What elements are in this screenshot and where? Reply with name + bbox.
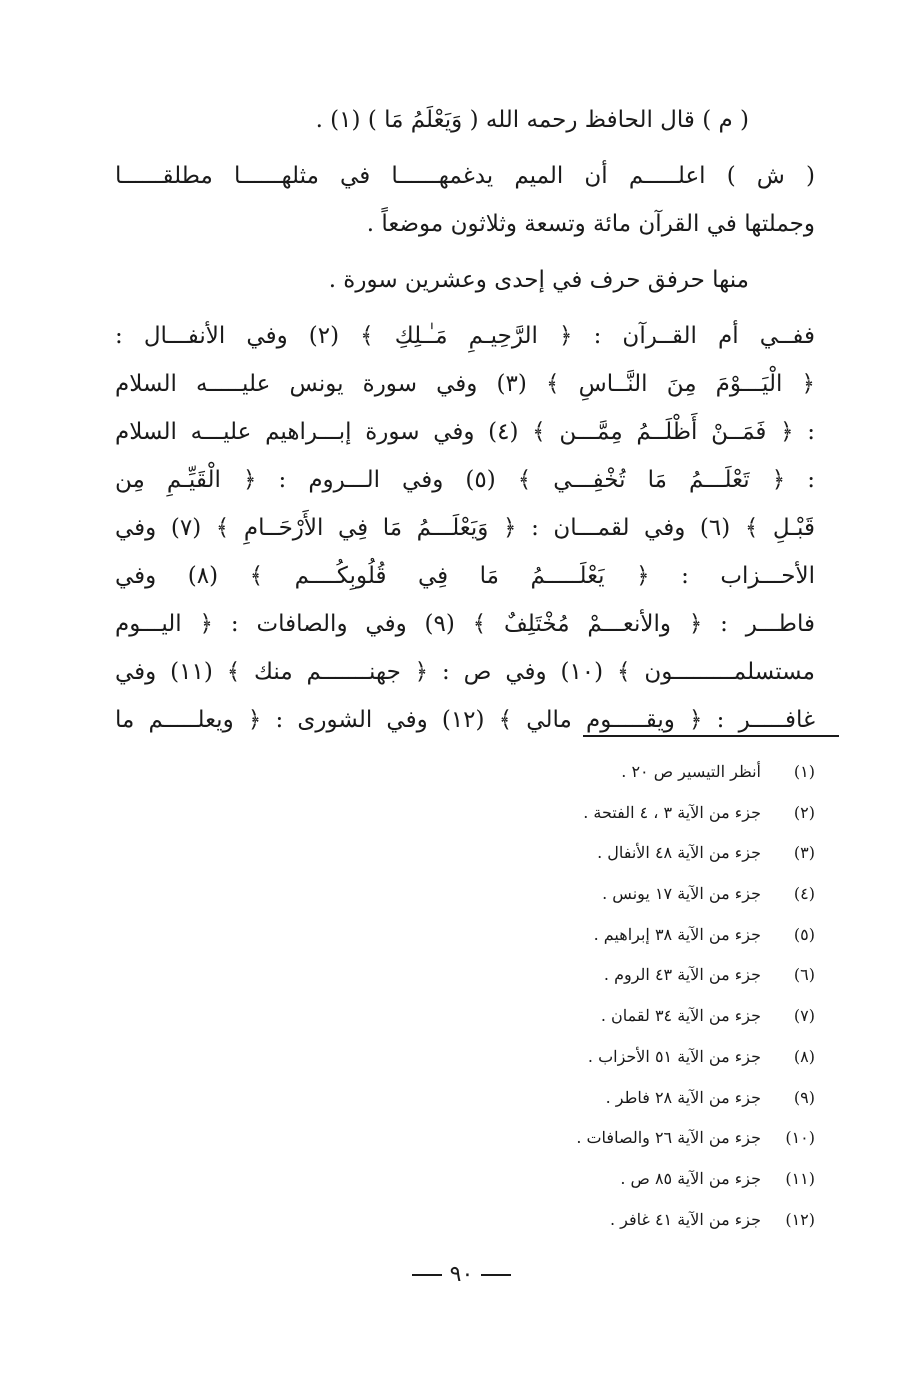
text-line: : ﴿ تَعْلَـــمُ مَا تُخْفِـــي ﴾ (٥) وفي الـــروم : ﴿ الْقَيِّـمِ مِن xyxy=(115,467,815,493)
footnote-text: جزء من الآية ٨٥ ص . xyxy=(620,1168,761,1188)
footnote-text: جزء من الآية ٤٨ الأنفال . xyxy=(597,843,761,863)
footnote-number: (١٠) xyxy=(785,1128,815,1148)
footnote-number: (١٢) xyxy=(785,1209,815,1229)
footnote-text: جزء من الآية ٥١ الأحزاب . xyxy=(587,1046,761,1066)
text-line: مستسلمـــــــــون ﴾ (١٠) وفي ص : ﴿ جهنـــــــم منك ﴾ (١١) وفي xyxy=(115,659,815,685)
page-number-dash xyxy=(412,1274,442,1276)
text-line: قَبْـلِ ﴾ (٦) وفي لقمـــان : ﴿ وَيَعْلَـــمُ مَا فِي الأَرْحَــامِ ﴾ (٧) وفي xyxy=(115,515,815,541)
text-line: الأحـــزاب : ﴿ يَعْلَـــــمُ مَا فِي قُلُوبِكُــــم ﴾ (٨) وفي xyxy=(115,563,816,589)
footnote-text: جزء من الآية ٣ ، ٤ الفتحة . xyxy=(583,802,761,822)
text-line: : ﴿ فَمَــنْ أَظْلَــمُ مِمَّـــن ﴾ (٤) وفي سورة إبـــراهيم عليـــه السلام xyxy=(115,419,815,445)
text-line: منها حرفق حرف في إحدى وعشرين سورة . xyxy=(328,267,749,293)
footnote-text: أنظر التيسير ص ٢٠ . xyxy=(621,762,761,781)
footnote-number: (١١) xyxy=(785,1168,815,1188)
footnote xyxy=(415,793,815,834)
footnote-text: جزء من الآية ٤١ غافر . xyxy=(609,1209,761,1229)
footnote xyxy=(415,955,815,996)
body-text xyxy=(115,96,815,744)
page-number-value: ٩٠ xyxy=(449,1262,474,1287)
footnote-number: (٦) xyxy=(793,965,815,985)
footnote-text: جزء من الآية ٤٣ الروم . xyxy=(603,965,761,985)
text-line: فاطـــر : ﴿ والأنعـــمْ مُخْتَلِفٌ ﴾ (٩) وفي والصافات : ﴿ اليـــوم xyxy=(115,611,815,637)
footnote-number: (٥) xyxy=(793,924,815,944)
footnote-text: جزء من الآية ٣٨ إبراهيم . xyxy=(593,924,761,944)
page-number xyxy=(0,1255,923,1295)
text-line: ففــي أم القــرآن : ﴿ الرَّحِيـمِ مَـٰـلِكِ ﴾ (٢) وفي الأنفـــال : xyxy=(115,323,815,349)
footnotes xyxy=(415,752,815,1240)
footnote-text: جزء من الآية ٢٦ والصافات . xyxy=(576,1128,761,1148)
footnote xyxy=(415,996,815,1037)
footnote xyxy=(415,833,815,874)
footnote xyxy=(415,1118,815,1159)
footnote-text: جزء من الآية ٣٤ لقمان . xyxy=(600,1006,761,1026)
footnote-number: (٢) xyxy=(793,802,815,822)
footnote-number: (٨) xyxy=(793,1046,815,1066)
footnote-number: (٧) xyxy=(793,1006,815,1026)
footnote xyxy=(415,1037,815,1078)
footnote xyxy=(415,752,815,793)
footnote-separator xyxy=(583,735,839,737)
footnote-number: (٤) xyxy=(793,884,815,904)
footnote xyxy=(415,874,815,915)
text-line: غافـــــر : ﴿ ويقـــــوم مالي ﴾ (١٢) وفي الشورى : ﴿ ويعلـــــم ما xyxy=(115,707,815,733)
footnote-text: جزء من الآية ١٧ يونس . xyxy=(602,884,761,904)
footnote xyxy=(415,1159,815,1200)
text-line: وجملتها في القرآن مائة وتسعة وثلاثون موضعاً . xyxy=(366,211,815,237)
text-line: ﴿ الْيَـــوْمَ مِنَ النَّــاسِ ﴾ (٣) وفي سورة يونس عليـــــه السلام xyxy=(115,371,815,397)
footnote-text: جزء من الآية ٢٨ فاطر . xyxy=(605,1087,761,1107)
text-line: ( م ) قال الحافظ رحمه الله ( وَيَعْلَمُ مَا ) (١) . xyxy=(315,107,749,133)
footnote-number: (٩) xyxy=(793,1087,815,1107)
footnote xyxy=(415,1078,815,1119)
footnote-number: (١) xyxy=(793,762,815,781)
footnote xyxy=(415,1200,815,1241)
page-number-dash xyxy=(481,1274,511,1276)
footnote-number: (٣) xyxy=(793,843,815,863)
text-line: ( ش ) اعلـــــم أن الميم يدغمهــــــا في مثلهــــــا مطلقــــــا xyxy=(115,163,815,189)
footnote xyxy=(415,915,815,956)
